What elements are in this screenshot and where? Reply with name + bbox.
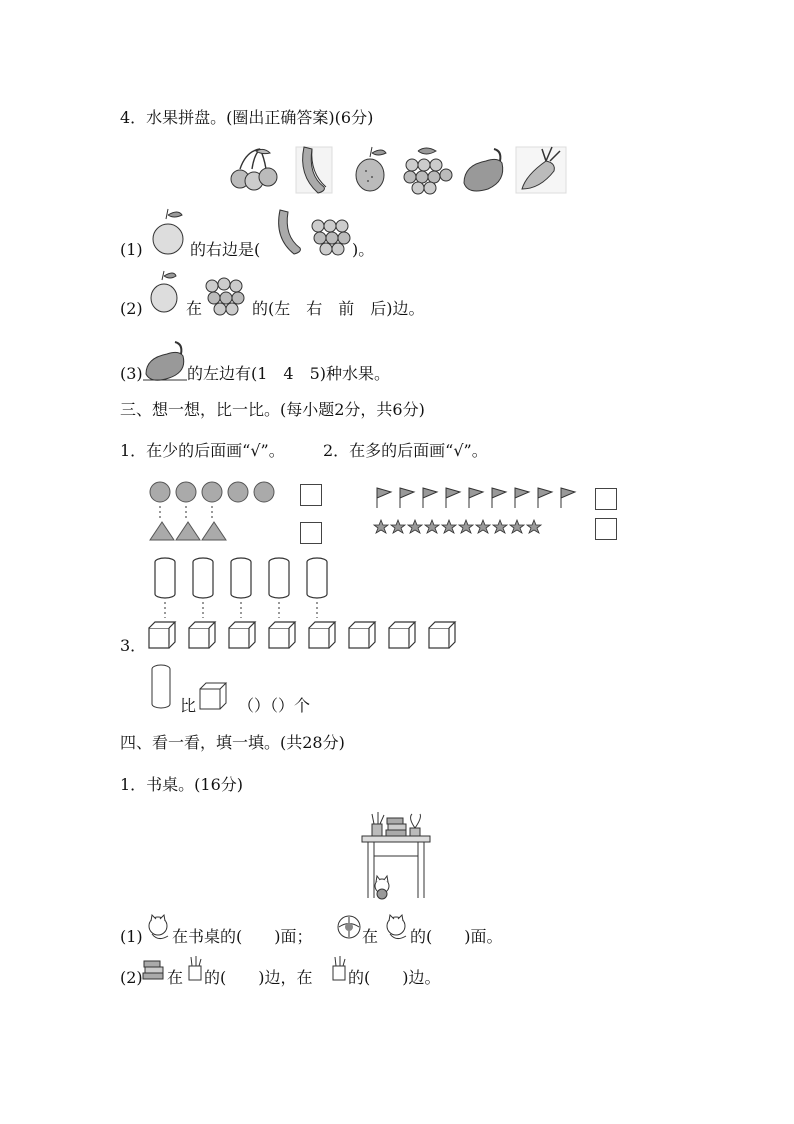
- q4-sub2-mid: 在: [186, 299, 203, 318]
- cylinders-cubes-figure: [145, 556, 465, 648]
- q4-sub1-text: 的右边是(: [190, 240, 261, 259]
- section4-title: 四、看一看，填一填。(共28分): [120, 733, 345, 752]
- section4-sub2-a: 在: [167, 968, 184, 987]
- q4-sub2-text: 的(左 右 前 后)边。: [252, 299, 425, 318]
- answer-box-circles[interactable]: [300, 484, 322, 506]
- section4-sub1-b: 在: [362, 927, 379, 946]
- ball-icon: [336, 914, 362, 940]
- answer-box-flags[interactable]: [595, 488, 617, 510]
- section3-q3-compare: 比: [180, 696, 197, 715]
- flags-stars-figure: [373, 486, 583, 538]
- section4-sub1-a[interactable]: 在书桌的( )面；: [172, 927, 313, 946]
- orange-icon: [150, 207, 186, 255]
- desk-scene: [360, 812, 434, 900]
- section4-sub2-b[interactable]: 的( )边，在: [204, 968, 313, 987]
- answer-box-stars[interactable]: [595, 518, 617, 540]
- q4-sub2-prefix: (2): [120, 299, 143, 318]
- banana-icon: [296, 147, 332, 193]
- section4-sub1-prefix: (1): [120, 927, 143, 946]
- ball-icon: [377, 889, 387, 899]
- q4-sub1-prefix: (1): [120, 240, 143, 259]
- plant-icon: [410, 814, 420, 836]
- section3-title: 三、想一想，比一比。(每小题2分，共6分): [120, 400, 425, 419]
- grape-icon: [312, 220, 350, 255]
- banana-icon: [279, 210, 301, 254]
- answer-options[interactable]: [272, 208, 352, 256]
- q4-sub3-text: 的左边有(1 4 5)种水果。: [187, 364, 391, 383]
- section3-q3-label: 3．: [120, 636, 147, 655]
- q4-sub3-prefix: (3): [120, 364, 143, 383]
- orange-icon: [356, 147, 386, 191]
- grape-icon: [204, 272, 250, 316]
- fruit-row: [226, 145, 571, 197]
- section4-sub2-prefix: (2): [120, 968, 143, 987]
- cat-icon: [146, 914, 172, 942]
- q4-sub1-close: )。: [352, 240, 375, 259]
- orange-icon: [148, 270, 180, 314]
- eggplant-icon: [143, 340, 187, 382]
- section4-sub2-c[interactable]: 的( )边。: [348, 968, 441, 987]
- grape-icon: [404, 148, 452, 194]
- section4-q1: 1．书桌。(16分): [120, 775, 244, 794]
- answer-box-triangles[interactable]: [300, 522, 322, 544]
- pen-holder-icon: [186, 956, 204, 982]
- radish-icon: [516, 147, 566, 193]
- section3-q2: 2．在多的后面画“√”。: [323, 441, 488, 460]
- pen-holder-icon: [330, 956, 348, 982]
- q4-title: 4．水果拼盘。(圈出正确答案)(6分): [120, 108, 374, 127]
- circles-triangles-figure: [148, 480, 278, 542]
- section3-q1: 1．在少的后面画“√”。: [120, 441, 285, 460]
- books-icon: [142, 960, 166, 980]
- cherry-icon: [231, 149, 277, 190]
- pen-holder-icon: [372, 812, 384, 836]
- eggplant-icon: [464, 149, 503, 191]
- cube-icon: [199, 682, 229, 712]
- cylinder-icon: [150, 664, 172, 712]
- cat-icon: [384, 914, 410, 942]
- section3-q3-blanks[interactable]: （）（）个: [238, 696, 311, 715]
- books-icon: [386, 818, 406, 836]
- section4-sub1-c[interactable]: 的( )面。: [410, 927, 503, 946]
